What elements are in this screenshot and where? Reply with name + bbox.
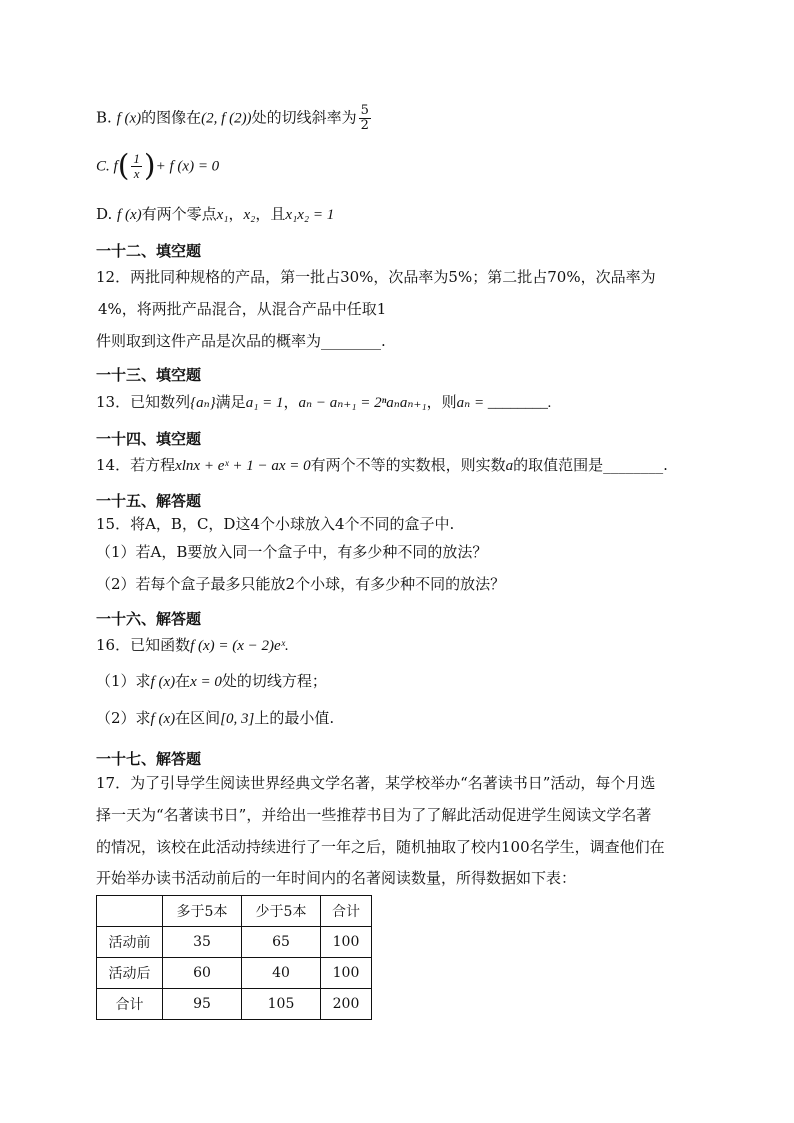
q14-line [96,454,668,477]
q13-text-1: 13．已知数列 [96,393,191,411]
option-d-x2: x₂ [243,207,256,223]
q16-function: f (x) = (x − 2)eˣ. [190,638,289,654]
q13-sequence: {aₙ} [190,395,216,411]
table-header-cell [97,896,163,927]
option-b-fraction [359,104,371,133]
section-12-heading: 一十二、填空题 [96,242,202,260]
option-d-text-2: ，且 [255,205,286,223]
option-d-prefix: D. [96,205,118,223]
q13-sep: ， [283,393,299,411]
option-c-prefix: C. f [96,158,118,175]
q15-stem: 15．将A，B，C，D这4个小球放入4个不同的盒子中. [96,515,455,533]
option-b-denominator: 2 [360,118,369,133]
table-row [97,989,372,1020]
option-b-numerator: 5 [360,103,369,118]
q17-line-4: 开始举办读书活动前后的一年时间内的名著阅读数量，所得数据如下表： [96,869,577,887]
q14-text-2: 有两个不等的实数根，则实数 [310,456,506,474]
q14-equation: xlnx + eˣ + 1 − ax = 0 [175,458,311,474]
option-c-equation: + f (x) = 0 [155,158,220,175]
option-c-denominator: x [133,166,140,181]
q16-part-2 [96,707,334,730]
option-b-prefix: B. [96,108,117,127]
q16-part-2-text-2: 在区间 [175,709,221,727]
table-cell: 活动前 [97,927,163,958]
section-15-heading: 一十五、解答题 [96,492,202,510]
section-16-heading: 一十六、解答题 [96,610,202,628]
q12-line-3: 件则取到这件产品是次品的概率为________. [96,332,386,350]
table-row [97,927,372,958]
q12-line-2: 4%，将两批产品混合，从混合产品中任取1 [98,300,387,318]
option-c: C. f( $\frac{1}{x}$ )+ f (x) = 0 [96,148,220,184]
q16-part-2-text-1: （2）求 [96,709,151,727]
q17-line-3: 的情况，该校在此活动持续进行了一年之后，随机抽取了校内100名学生，调查他们在 [96,838,665,856]
table-cell: 200 [321,989,372,1020]
table-cell: 活动后 [97,958,163,989]
q13-answer-blank: aₙ = ________. [456,395,552,411]
q15-part-2: （2）若每个盒子最多只能放2个小球，有多少种不同的放法？ [96,575,506,593]
q16-part-1-text-2: 在 [175,672,191,690]
q16-part-1-point: x = 0 [190,674,222,690]
q13-line [96,391,552,414]
q16-part-2-interval: [0, 3] [220,711,255,727]
table-header-cell: 少于5本 [242,896,321,927]
section-14-heading: 一十四、填空题 [96,430,202,448]
q14-text-1: 14．若方程 [96,456,176,474]
option-d-product: x₁x₂ = 1 [285,207,335,223]
q13-text-3: ，则 [426,393,457,411]
option-d-x1: x₁ [216,207,229,223]
option-d-sep: ， [228,205,244,223]
q13-condition-2: aₙ − aₙ₊₁ = 2ⁿaₙaₙ₊₁ [298,395,427,411]
table-cell: 95 [163,989,242,1020]
section-13-heading: 一十三、填空题 [96,366,202,384]
table-cell: 65 [242,927,321,958]
table-header-row [97,896,372,927]
option-c-numerator: 1 [133,151,140,166]
q16-part-2-text-3: 上的最小值. [254,709,335,727]
table-cell: 合计 [97,989,163,1020]
q15-part-1: （1）若A，B要放入同一个盒子中，有多少种不同的放法？ [96,543,488,561]
option-b-function: f (x) [116,110,142,127]
q14-text-3: 的取值范围是________. [513,456,668,474]
q16-part-1 [96,670,327,693]
q16-part-1-text-3: 处的切线方程； [221,672,327,690]
table-header-cell: 多于5本 [163,896,242,927]
table-row [97,958,372,989]
table-cell: 100 [321,927,372,958]
option-c-fraction [131,152,142,181]
q16-part-2-function: f (x) [150,711,176,727]
table-cell: 40 [242,958,321,989]
table-cell: 35 [163,927,242,958]
option-d [96,203,334,226]
option-b-point: (2, f (2)) [201,110,252,127]
q13-text-2: 满足 [215,393,246,411]
q17-line-1: 17．为了引导学生阅读世界经典文学名著，某学校举办“名著读书日”活动，每个月选 [96,774,656,792]
q16-part-1-function: f (x) [150,674,176,690]
q16-stem [96,634,289,657]
option-b-text-2: 处的切线斜率为 [251,108,357,127]
section-17-heading: 一十七、解答题 [96,750,202,768]
q13-condition-1: a₁ = 1 [245,395,284,411]
q16-part-1-text-1: （1）求 [96,672,151,690]
option-b [96,104,373,133]
option-d-function: f (x) [117,207,142,223]
q12-line-1: 12．两批同种规格的产品，第一批占30%，次品率为5%；第二批占70%，次品率为 [96,268,656,286]
table-header-cell: 合计 [321,896,372,927]
option-d-text-1: 有两个零点 [141,205,217,223]
table-cell: 105 [242,989,321,1020]
q17-line-2: 择一天为“名著读书日”，并给出一些推荐书目为了了解此活动促进学生阅读文学名著 [96,806,652,824]
q14-variable: a [505,458,514,474]
option-b-text-1: 的图像在 [141,108,202,127]
table-cell: 60 [163,958,242,989]
reading-data-table [96,895,372,1020]
table-cell: 100 [321,958,372,989]
q16-stem-text: 16．已知函数 [96,636,191,654]
